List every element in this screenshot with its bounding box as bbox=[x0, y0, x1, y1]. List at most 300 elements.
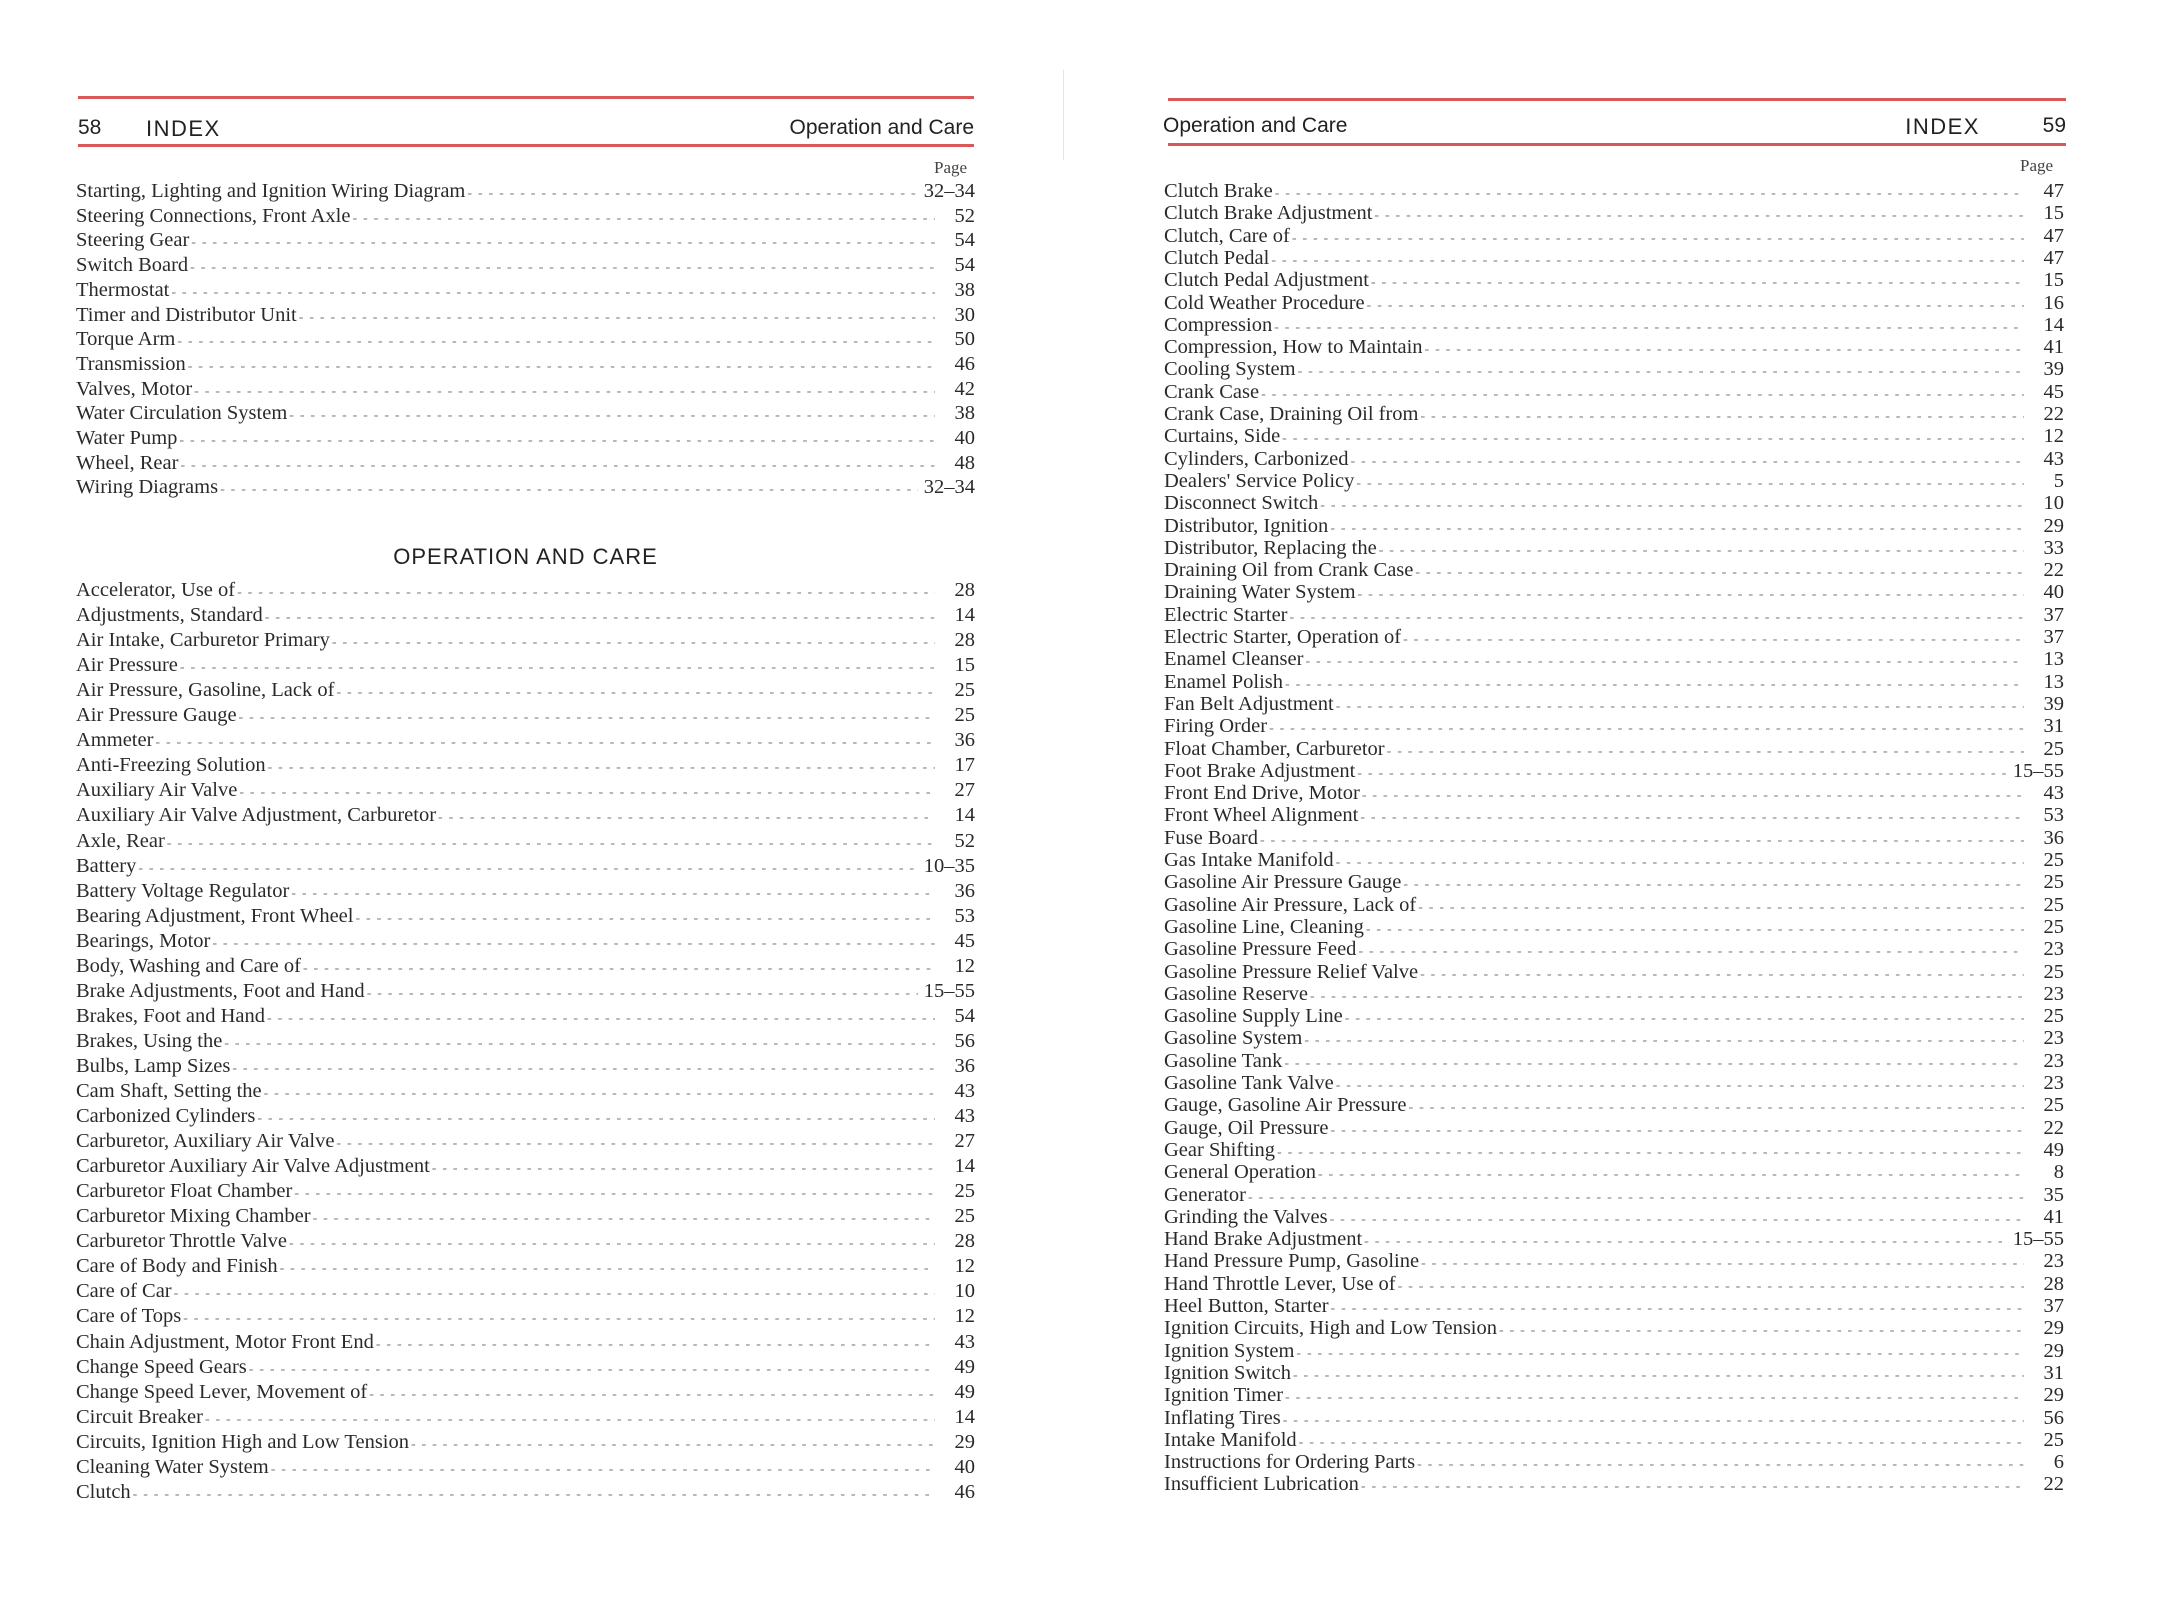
index-entry bbox=[1164, 448, 2064, 470]
index-entry bbox=[76, 1280, 975, 1302]
index-entry-label: Insufficient Lubrication bbox=[1164, 1473, 1359, 1496]
index-entry-page: 49 bbox=[954, 1355, 975, 1378]
index-entry-page: 15 bbox=[2043, 269, 2064, 292]
book-gutter bbox=[1063, 70, 1064, 160]
index-entry-page: 22 bbox=[2043, 559, 2064, 582]
leader-dots bbox=[174, 1283, 935, 1305]
leader-dots bbox=[205, 1409, 935, 1431]
index-entry-label: Clutch Pedal bbox=[1164, 246, 1270, 269]
index-entry-page: 52 bbox=[954, 829, 975, 852]
index-entry-label: Timer and Distributor Unit bbox=[76, 303, 297, 326]
index-entry-page: 15–55 bbox=[2012, 759, 2064, 782]
index-entry-label: Clutch Brake Adjustment bbox=[1164, 202, 1373, 225]
index-entry-page: 12 bbox=[2043, 425, 2064, 448]
index-entry bbox=[1164, 470, 2064, 492]
section-heading: OPERATION AND CARE bbox=[393, 544, 658, 569]
index-entry-label: Wheel, Rear bbox=[76, 451, 179, 474]
index-entry-page: 23 bbox=[2043, 938, 2064, 961]
index-entry bbox=[76, 629, 975, 651]
index-entry-page: 25 bbox=[2043, 737, 2064, 760]
index-entry-label: Brakes, Using the bbox=[76, 1029, 223, 1052]
index-entry bbox=[76, 476, 975, 498]
index-entry-label: Generator bbox=[1164, 1183, 1246, 1206]
index-entry-label: Carburetor Float Chamber bbox=[76, 1180, 293, 1203]
index-entry-label: Brakes, Foot and Hand bbox=[76, 1004, 266, 1027]
index-entry-page: 36 bbox=[954, 729, 975, 752]
index-entry-label: Carbonized Cylinders bbox=[76, 1105, 256, 1128]
index-entry-label: Water Pump bbox=[76, 427, 178, 449]
index-entry bbox=[1164, 581, 2064, 603]
leader-dots bbox=[220, 479, 918, 501]
index-entry-page: 15 bbox=[2043, 202, 2064, 225]
index-entry bbox=[76, 353, 975, 375]
index-entry-page: 23 bbox=[2043, 982, 2064, 1005]
index-entry-page: 23 bbox=[2043, 1250, 2064, 1273]
index-entry-page: 14 bbox=[954, 804, 975, 827]
index-entry-page: 53 bbox=[954, 904, 975, 927]
index-entry-page: 14 bbox=[954, 604, 975, 627]
index-entry-label: Auxiliary Air Valve bbox=[76, 779, 238, 802]
leader-dots bbox=[369, 1384, 935, 1406]
index-entry-label: Gasoline Reserve bbox=[1164, 982, 1309, 1005]
leader-dots bbox=[289, 405, 935, 427]
index-entry-page: 33 bbox=[2043, 536, 2064, 559]
index-entry bbox=[76, 980, 975, 1002]
index-entry bbox=[76, 1305, 975, 1327]
index-entry bbox=[1164, 202, 2064, 224]
index-entry-page: 30 bbox=[954, 303, 975, 326]
index-entry-label: Crank Case, Draining Oil from bbox=[1164, 403, 1419, 425]
leader-dots bbox=[237, 582, 935, 604]
index-entry bbox=[1164, 1407, 2064, 1429]
index-entry-label: Enamel Cleanser bbox=[1164, 648, 1304, 671]
index-entry-label: General Operation bbox=[1164, 1161, 1316, 1184]
index-entry-page: 42 bbox=[954, 377, 975, 400]
leader-dots bbox=[264, 1083, 935, 1105]
right-page bbox=[1090, 0, 2163, 1620]
index-entry-label: Brake Adjustments, Foot and Hand bbox=[76, 979, 365, 1002]
index-entry-page: 15 bbox=[954, 654, 975, 677]
index-entry-page: 22 bbox=[2043, 403, 2064, 425]
index-entry-label: Air Intake, Carburetor Primary bbox=[76, 629, 330, 652]
index-entry-label: Foot Brake Adjustment bbox=[1164, 759, 1356, 782]
index-entry-page: 5 bbox=[2053, 469, 2064, 492]
index-entry bbox=[76, 452, 975, 474]
index-entry-page: 25 bbox=[2043, 960, 2064, 983]
index-entry-page: 23 bbox=[2043, 1027, 2064, 1050]
index-entry bbox=[76, 328, 975, 350]
index-entry-page: 53 bbox=[2043, 804, 2064, 827]
index-entry bbox=[76, 1356, 975, 1378]
index-entry-label: Ignition Timer bbox=[1164, 1384, 1284, 1407]
leader-dots bbox=[194, 381, 935, 403]
index-entry bbox=[76, 1080, 975, 1102]
leader-dots bbox=[313, 1208, 935, 1230]
index-entry bbox=[1164, 1228, 2064, 1250]
index-entry-page: 47 bbox=[2043, 224, 2064, 247]
index-entry bbox=[1164, 738, 2064, 760]
index-entry-label: Chain Adjustment, Motor Front End bbox=[76, 1330, 374, 1353]
index-list bbox=[1164, 180, 2064, 1510]
leader-dots bbox=[133, 1484, 935, 1506]
index-entry-label: Compression bbox=[1164, 313, 1273, 336]
leader-dots bbox=[177, 331, 935, 353]
right-page-section: Operation and Care bbox=[1163, 114, 1348, 137]
leader-dots bbox=[180, 455, 935, 477]
index-entry-label: Dealers' Service Policy bbox=[1164, 469, 1355, 492]
leader-dots bbox=[332, 632, 935, 654]
index-entry-page: 22 bbox=[2043, 1473, 2064, 1496]
index-entry-label: Circuit Breaker bbox=[76, 1405, 203, 1428]
leader-dots bbox=[336, 682, 935, 704]
index-entry bbox=[1164, 1340, 2064, 1362]
leader-dots bbox=[336, 1133, 935, 1155]
index-entry bbox=[1164, 782, 2064, 804]
index-entry bbox=[76, 279, 975, 301]
index-entry bbox=[1164, 180, 2064, 202]
index-entry-page: 48 bbox=[954, 451, 975, 474]
index-entry-page: 32–34 bbox=[923, 476, 975, 499]
index-entry bbox=[76, 955, 975, 977]
index-entry-label: Curtains, Side bbox=[1164, 425, 1281, 448]
index-entry bbox=[76, 427, 975, 449]
index-entry-page: 25 bbox=[2043, 849, 2064, 871]
index-entry bbox=[1164, 894, 2064, 916]
index-entry-page: 49 bbox=[954, 1380, 975, 1403]
index-entry bbox=[76, 205, 975, 227]
index-entry-page: 25 bbox=[954, 679, 975, 702]
leader-dots bbox=[355, 908, 935, 930]
index-entry-page: 45 bbox=[2043, 380, 2064, 403]
index-entry-label: Anti-Freezing Solution bbox=[76, 754, 266, 777]
index-entry bbox=[1164, 292, 2064, 314]
index-entry-label: Cylinders, Carbonized bbox=[1164, 447, 1349, 470]
index-entry-page: 6 bbox=[2053, 1451, 2064, 1474]
index-entry-page: 22 bbox=[2043, 1116, 2064, 1139]
index-entry bbox=[76, 1230, 975, 1252]
index-entry-page: 25 bbox=[2043, 871, 2064, 894]
index-entry bbox=[76, 1406, 975, 1428]
index-entry-page: 43 bbox=[954, 1105, 975, 1128]
index-entry bbox=[1164, 827, 2064, 849]
index-entry bbox=[1164, 715, 2064, 737]
index-entry-page: 25 bbox=[2043, 1005, 2064, 1028]
index-entry-label: Front Wheel Alignment bbox=[1164, 804, 1359, 827]
leader-dots bbox=[191, 232, 935, 254]
index-entry bbox=[76, 779, 975, 801]
index-entry-label: Axle, Rear bbox=[76, 829, 165, 852]
index-entry-page: 31 bbox=[2043, 1361, 2064, 1384]
index-entry bbox=[1164, 1050, 2064, 1072]
index-entry bbox=[76, 1030, 975, 1052]
index-entry-label: Wiring Diagrams bbox=[76, 476, 219, 499]
index-entry bbox=[1164, 626, 2064, 648]
index-entry-label: Heel Button, Starter bbox=[1164, 1295, 1329, 1317]
leader-dots bbox=[268, 757, 935, 779]
index-entry-page: 37 bbox=[2043, 603, 2064, 626]
index-entry-label: Firing Order bbox=[1164, 715, 1268, 738]
index-entry bbox=[76, 830, 975, 852]
index-entry bbox=[1164, 849, 2064, 871]
index-entry-label: Electric Starter bbox=[1164, 603, 1288, 626]
index-entry-page: 10 bbox=[954, 1280, 975, 1303]
leader-dots bbox=[411, 1434, 935, 1456]
index-entry bbox=[1164, 804, 2064, 826]
index-entry-label: Cold Weather Procedure bbox=[1164, 291, 1365, 314]
index-entry-page: 46 bbox=[954, 1480, 975, 1503]
index-entry-page: 41 bbox=[2043, 1205, 2064, 1228]
index-entry-page: 25 bbox=[2043, 1428, 2064, 1451]
index-entry-label: Body, Washing and Care of bbox=[76, 954, 301, 977]
index-entry bbox=[76, 729, 975, 751]
index-entry-page: 39 bbox=[2043, 358, 2064, 381]
index-entry bbox=[1164, 336, 2064, 358]
index-entry-label: Distributor, Ignition bbox=[1164, 514, 1329, 537]
index-entry bbox=[1164, 1384, 2064, 1406]
index-entry-page: 29 bbox=[2043, 1317, 2064, 1340]
index-entry-page: 37 bbox=[2043, 1295, 2064, 1317]
index-entry bbox=[76, 754, 975, 776]
index-entry-label: Steering Gear bbox=[76, 229, 190, 252]
index-entry bbox=[76, 804, 975, 826]
leader-dots bbox=[467, 183, 917, 205]
index-entry-page: 10 bbox=[2043, 492, 2064, 515]
index-entry-label: Clutch Brake bbox=[1164, 180, 1273, 202]
index-entry-page: 56 bbox=[954, 1029, 975, 1052]
index-entry bbox=[1164, 1005, 2064, 1027]
index-entry-label: Gasoline Pressure Feed bbox=[1164, 938, 1357, 961]
index-entry-page: 43 bbox=[2043, 782, 2064, 805]
index-entry bbox=[1164, 1206, 2064, 1228]
index-entry-page: 14 bbox=[954, 1155, 975, 1178]
index-entry-label: Transmission bbox=[76, 352, 186, 375]
index-entry-label: Air Pressure, Gasoline, Lack of bbox=[76, 679, 335, 702]
leader-dots bbox=[438, 807, 935, 829]
index-entry-page: 43 bbox=[954, 1080, 975, 1102]
index-entry-label: Change Speed Gears bbox=[76, 1355, 247, 1378]
index-entry-page: 38 bbox=[954, 278, 975, 301]
index-entry-label: Compression, How to Maintain bbox=[1164, 336, 1423, 359]
index-entry-label: Bearing Adjustment, Front Wheel bbox=[76, 904, 354, 927]
index-entry-label: Thermostat bbox=[76, 278, 170, 301]
index-entry-label: Draining Oil from Crank Case bbox=[1164, 559, 1414, 582]
index-entry bbox=[76, 378, 975, 400]
index-entry-label: Carburetor Throttle Valve bbox=[76, 1230, 288, 1253]
index-entry-page: 14 bbox=[2043, 313, 2064, 336]
index-entry-page: 35 bbox=[2043, 1183, 2064, 1206]
index-entry bbox=[76, 1155, 975, 1177]
index-entry bbox=[1164, 871, 2064, 893]
index-entry bbox=[1164, 358, 2064, 380]
index-entry-page: 29 bbox=[2043, 1384, 2064, 1407]
index-entry-label: Gasoline Air Pressure, Lack of bbox=[1164, 893, 1417, 916]
index-entry bbox=[1164, 1295, 2064, 1317]
leader-dots bbox=[190, 257, 935, 279]
leader-dots bbox=[239, 782, 935, 804]
leader-dots bbox=[289, 1233, 935, 1255]
index-entry bbox=[1164, 983, 2064, 1005]
index-entry-page: 25 bbox=[954, 1205, 975, 1228]
index-entry-page: 43 bbox=[954, 1330, 975, 1353]
leader-dots bbox=[299, 307, 935, 329]
index-entry-page: 28 bbox=[954, 629, 975, 652]
left-page-header bbox=[78, 108, 974, 148]
index-entry bbox=[76, 604, 975, 626]
index-entry-label: Crank Case bbox=[1164, 380, 1260, 403]
index-entry bbox=[76, 880, 975, 902]
leader-dots bbox=[167, 833, 935, 855]
index-entry-page: 47 bbox=[2043, 180, 2064, 202]
index-entry-label: Float Chamber, Carburetor bbox=[1164, 737, 1385, 760]
index-entry-page: 16 bbox=[2043, 291, 2064, 314]
index-entry-page: 37 bbox=[2043, 626, 2064, 648]
index-entry-page: 12 bbox=[954, 1305, 975, 1328]
leader-dots bbox=[376, 1334, 935, 1356]
index-entry bbox=[76, 855, 975, 877]
index-entry-page: 29 bbox=[954, 1430, 975, 1453]
index-entry bbox=[1164, 1250, 2064, 1272]
index-entry-label: Bearings, Motor bbox=[76, 929, 211, 952]
index-entry bbox=[1164, 648, 2064, 670]
index-list-operation-care bbox=[76, 579, 975, 1509]
index-entry-label: Enamel Polish bbox=[1164, 670, 1284, 693]
index-entry bbox=[76, 180, 975, 202]
index-entry bbox=[76, 679, 975, 701]
index-entry bbox=[1164, 938, 2064, 960]
index-entry-label: Front End Drive, Motor bbox=[1164, 782, 1360, 805]
index-entry-page: 28 bbox=[954, 1230, 975, 1253]
index-entry-label: Cooling System bbox=[1164, 358, 1296, 381]
leader-dots bbox=[303, 958, 935, 980]
index-entry bbox=[1164, 1451, 2064, 1473]
index-entry-label: Battery Voltage Regulator bbox=[76, 879, 290, 902]
index-entry-label: Carburetor Mixing Chamber bbox=[76, 1205, 311, 1228]
index-entry-label: Water Circulation System bbox=[76, 402, 288, 425]
right-page-number: 59 bbox=[2042, 114, 2066, 137]
index-entry-label: Draining Water System bbox=[1164, 581, 1356, 604]
index-entry bbox=[76, 1481, 975, 1503]
index-entry bbox=[1164, 381, 2064, 403]
index-entry-label: Accelerator, Use of bbox=[76, 579, 236, 601]
leader-dots bbox=[257, 1108, 935, 1130]
index-entry-page: 10–35 bbox=[923, 854, 975, 877]
index-entry-label: Battery bbox=[76, 854, 137, 877]
index-entry bbox=[1164, 1094, 2064, 1116]
index-entry-page: 45 bbox=[954, 929, 975, 952]
index-entry-label: Inflating Tires bbox=[1164, 1406, 1281, 1429]
index-entry-page: 27 bbox=[954, 1130, 975, 1153]
index-entry-page: 40 bbox=[2043, 581, 2064, 604]
index-entry-page: 40 bbox=[954, 427, 975, 449]
index-entry-page: 28 bbox=[954, 579, 975, 601]
index-entry-label: Clutch, Care of bbox=[1164, 224, 1290, 247]
index-entry-label: Intake Manifold bbox=[1164, 1428, 1297, 1451]
left-page-title: INDEX bbox=[146, 116, 221, 141]
index-list-top bbox=[76, 180, 975, 500]
index-entry-page: 40 bbox=[954, 1455, 975, 1478]
index-entry bbox=[1164, 961, 2064, 983]
index-entry-label: Gasoline Pressure Relief Valve bbox=[1164, 960, 1419, 983]
index-entry-page: 29 bbox=[2043, 1339, 2064, 1362]
left-page-number: 58 bbox=[78, 116, 102, 139]
index-entry bbox=[76, 1331, 975, 1353]
index-entry-page: 54 bbox=[954, 229, 975, 252]
leader-dots bbox=[232, 1058, 935, 1080]
index-entry-page: 52 bbox=[954, 204, 975, 227]
index-entry bbox=[1164, 515, 2064, 537]
index-entry bbox=[76, 1205, 975, 1227]
index-entry-label: Gasoline Tank Valve bbox=[1164, 1072, 1334, 1094]
index-entry-page: 25 bbox=[954, 704, 975, 727]
index-entry bbox=[1164, 1362, 2064, 1384]
index-entry bbox=[1164, 1184, 2064, 1206]
index-entry-label: Hand Brake Adjustment bbox=[1164, 1228, 1363, 1251]
index-entry-page: 12 bbox=[954, 954, 975, 977]
index-entry-page: 13 bbox=[2043, 648, 2064, 671]
index-entry bbox=[1164, 314, 2064, 336]
index-entry-page: 50 bbox=[954, 328, 975, 351]
index-entry bbox=[76, 1105, 975, 1127]
leader-dots bbox=[249, 1359, 935, 1381]
leader-dots bbox=[265, 607, 935, 629]
index-entry-label: Gauge, Oil Pressure bbox=[1164, 1116, 1329, 1139]
index-entry bbox=[1164, 1317, 2064, 1339]
index-entry bbox=[1164, 604, 2064, 626]
leader-dots bbox=[291, 883, 935, 905]
index-entry-label: Instructions for Ordering Parts bbox=[1164, 1451, 1416, 1474]
index-entry bbox=[1164, 425, 2064, 447]
index-entry-label: Change Speed Lever, Movement of bbox=[76, 1380, 368, 1403]
index-entry-label: Air Pressure bbox=[76, 654, 178, 677]
index-entry bbox=[76, 1456, 975, 1478]
index-entry-label: Clutch Pedal Adjustment bbox=[1164, 269, 1369, 292]
index-entry-label: Electric Starter, Operation of bbox=[1164, 626, 1402, 648]
left-page bbox=[0, 0, 1030, 1620]
index-entry bbox=[1164, 403, 2064, 425]
index-entry-label: Ignition System bbox=[1164, 1339, 1295, 1362]
index-entry-page: 47 bbox=[2043, 246, 2064, 269]
index-entry-label: Care of Car bbox=[76, 1280, 172, 1303]
index-entry-label: Ignition Switch bbox=[1164, 1361, 1291, 1384]
index-entry-page: 39 bbox=[2043, 692, 2064, 715]
index-entry-page: 8 bbox=[2053, 1161, 2064, 1184]
index-entry-label: Switch Board bbox=[76, 254, 189, 277]
index-entry-page: 36 bbox=[2043, 826, 2064, 849]
index-entry-label: Gauge, Gasoline Air Pressure bbox=[1164, 1094, 1407, 1117]
index-entry-label: Care of Tops bbox=[76, 1305, 182, 1328]
index-entry bbox=[1164, 693, 2064, 715]
index-entry-label: Ignition Circuits, High and Low Tension bbox=[1164, 1317, 1497, 1340]
index-entry-page: 54 bbox=[954, 1004, 975, 1027]
index-entry bbox=[1164, 671, 2064, 693]
index-entry-label: Clutch bbox=[76, 1480, 131, 1503]
index-entry-label: Carburetor Auxiliary Air Valve Adjustment bbox=[76, 1155, 430, 1178]
leader-dots bbox=[280, 1258, 935, 1280]
right-page-title: INDEX bbox=[1905, 114, 1980, 139]
index-entry-label: Gasoline Air Pressure Gauge bbox=[1164, 871, 1402, 894]
index-entry-page: 14 bbox=[954, 1405, 975, 1428]
leader-dots bbox=[155, 732, 935, 754]
index-entry-page: 46 bbox=[954, 352, 975, 375]
leader-dots bbox=[138, 858, 917, 880]
index-entry bbox=[76, 905, 975, 927]
index-entry bbox=[76, 229, 975, 251]
index-entry bbox=[76, 1255, 975, 1277]
index-entry-label: Hand Throttle Lever, Use of bbox=[1164, 1272, 1396, 1295]
index-entry bbox=[1164, 559, 2064, 581]
header-rule-bottom bbox=[1168, 143, 2066, 146]
header-rule-bottom bbox=[78, 144, 974, 147]
